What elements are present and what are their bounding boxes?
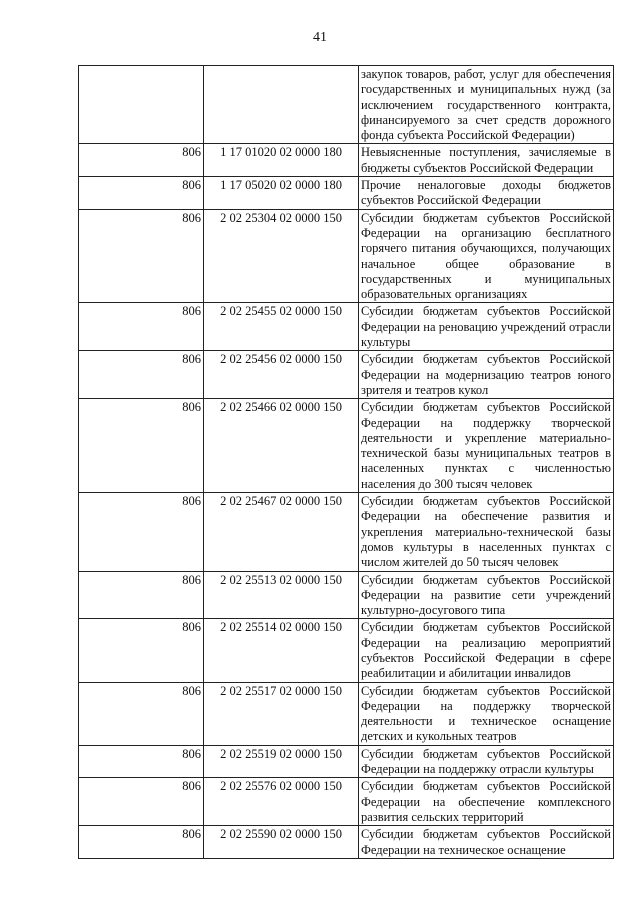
description-cell: Субсидии бюджетам субъектов Российской Федерации на техническое оснащение	[359, 826, 614, 859]
table-row	[79, 493, 614, 571]
revenue-codes-table	[78, 65, 614, 859]
description-cell: Субсидии бюджетам субъектов Российской Федерации на реализацию мероприятий субъектов Российской Федерации в сфере реабилитации и абилитации инвалидов	[359, 619, 614, 682]
description-cell: Прочие неналоговые доходы бюджетов субъектов Российской Федерации	[359, 177, 614, 210]
description-cell: Субсидии бюджетам субъектов Российской Федерации на организацию бесплатного горячего питания обучающихся, получающих начальное общее образование в государственных и муниципальных образовательных организациях	[359, 209, 614, 303]
table-row	[79, 351, 614, 399]
kbk-code-cell: 2 02 25513 02 0000 150	[204, 571, 359, 619]
kbk-code-cell: 2 02 25456 02 0000 150	[204, 351, 359, 399]
description-cell: Невыясненные поступления, зачисляемые в бюджеты субъектов Российской Федерации	[359, 144, 614, 177]
admin-code-cell: 806	[79, 399, 204, 493]
kbk-code-cell: 2 02 25304 02 0000 150	[204, 209, 359, 303]
description-cell: Субсидии бюджетам субъектов Российской Федерации на поддержку отрасли культуры	[359, 745, 614, 778]
table-row	[79, 399, 614, 493]
table-row	[79, 778, 614, 826]
admin-code-cell: 806	[79, 682, 204, 745]
admin-code-cell: 806	[79, 778, 204, 826]
admin-code-cell: 806	[79, 619, 204, 682]
kbk-code-cell: 2 02 25467 02 0000 150	[204, 493, 359, 571]
description-cell: Субсидии бюджетам субъектов Российской Федерации на поддержку творческой деятельности и техническое оснащение детских и кукольных театров	[359, 682, 614, 745]
kbk-code-cell: 2 02 25466 02 0000 150	[204, 399, 359, 493]
admin-code-cell: 806	[79, 177, 204, 210]
admin-code-cell: 806	[79, 209, 204, 303]
admin-code-cell: 806	[79, 745, 204, 778]
kbk-code-cell: 2 02 25519 02 0000 150	[204, 745, 359, 778]
admin-code-cell: 806	[79, 144, 204, 177]
admin-code-cell	[79, 66, 204, 144]
table-row	[79, 177, 614, 210]
page-number: 41	[313, 30, 327, 45]
table-row	[79, 303, 614, 351]
kbk-code-cell: 1 17 05020 02 0000 180	[204, 177, 359, 210]
kbk-code-cell: 2 02 25576 02 0000 150	[204, 778, 359, 826]
table-row	[79, 66, 614, 144]
admin-code-cell: 806	[79, 571, 204, 619]
kbk-code-cell: 2 02 25517 02 0000 150	[204, 682, 359, 745]
admin-code-cell: 806	[79, 303, 204, 351]
kbk-code-cell: 2 02 25455 02 0000 150	[204, 303, 359, 351]
description-cell: Субсидии бюджетам субъектов Российской Федерации на поддержку творческой деятельности и укрепление материально-технической базы муниципальных театров в населенных пунктах с численностью населения до 300 тысяч человек	[359, 399, 614, 493]
table-row	[79, 209, 614, 303]
kbk-code-cell	[204, 66, 359, 144]
table-row	[79, 144, 614, 177]
table-row	[79, 682, 614, 745]
description-cell: Субсидии бюджетам субъектов Российской Федерации на реновацию учреждений отрасли культуры	[359, 303, 614, 351]
description-cell: Субсидии бюджетам субъектов Российской Федерации на обеспечение комплексного развития сельских территорий	[359, 778, 614, 826]
admin-code-cell: 806	[79, 826, 204, 859]
admin-code-cell: 806	[79, 493, 204, 571]
table-row	[79, 571, 614, 619]
table-row	[79, 826, 614, 859]
kbk-code-cell: 1 17 01020 02 0000 180	[204, 144, 359, 177]
description-cell: закупок товаров, работ, услуг для обеспечения государственных и муниципальных нужд (за исключением государственного контракта, финансируемого за счет средств дорожного фонда субъекта Российской Федерации)	[359, 66, 614, 144]
kbk-code-cell: 2 02 25590 02 0000 150	[204, 826, 359, 859]
table-row	[79, 619, 614, 682]
description-cell: Субсидии бюджетам субъектов Российской Федерации на обеспечение развития и укрепления материально-технической базы домов культуры в населенных пунктах с числом жителей до 50 тысяч человек	[359, 493, 614, 571]
description-cell: Субсидии бюджетам субъектов Российской Федерации на развитие сети учреждений культурно-досугового типа	[359, 571, 614, 619]
table-row	[79, 745, 614, 778]
admin-code-cell: 806	[79, 351, 204, 399]
kbk-code-cell: 2 02 25514 02 0000 150	[204, 619, 359, 682]
description-cell: Субсидии бюджетам субъектов Российской Федерации на модернизацию театров юного зрителя и театров кукол	[359, 351, 614, 399]
